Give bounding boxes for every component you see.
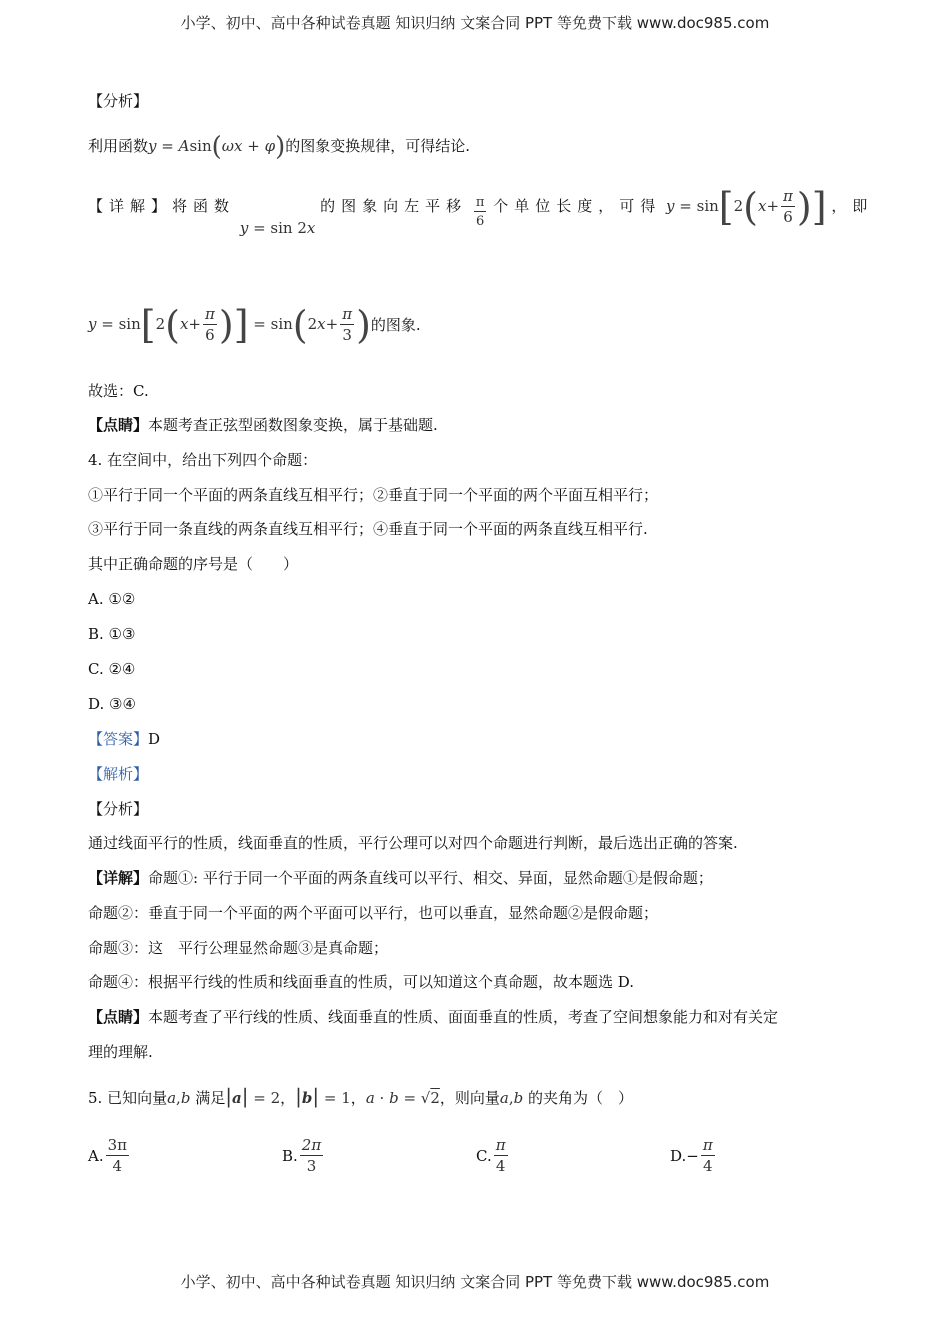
vectors-a-b: a bbox=[167, 1089, 177, 1107]
page-footer: 小学、初中、高中各种试卷真题 知识归纳 文案合同 PPT 等免费下载 www.doc985.com bbox=[180, 1273, 770, 1291]
q3-detail-e: 的图象. bbox=[370, 316, 421, 334]
q5-stem-a: 5. 已知向量 bbox=[88, 1089, 168, 1107]
fraction-pi-over-6: $\frac{\pi}{6}$ bbox=[475, 195, 485, 229]
norm-b-eq-1: |b| = 1 bbox=[295, 1084, 351, 1108]
q4-propositions-2: ③平行于同一条直线的两条直线互相平行；④垂直于同一个平面的两条直线互相平行. bbox=[88, 520, 648, 538]
q3-detail-line-2 bbox=[88, 303, 421, 354]
q4-detail-1: 命题①: 平行于同一个平面的两条直线可以平行、相交、异面，显然命题①是假命题； bbox=[148, 869, 713, 887]
q4-comment-tag: 【点睛】 bbox=[88, 1008, 149, 1026]
q3-detail-b: 的图象向左平移 bbox=[320, 197, 468, 215]
q4-comment-1: 本题考查了平行线的性质、线面垂直的性质、面面垂直的性质，考查了空间想象能力和对有关定 bbox=[148, 1008, 779, 1026]
q4-option-c: C. ②④ bbox=[88, 660, 136, 678]
q3-choose: 故选：C. bbox=[88, 382, 149, 400]
q3-analysis-pre: 利用函数 bbox=[88, 137, 149, 155]
q4-option-b: B. ①③ bbox=[88, 625, 136, 643]
q3-analysis-tag: 【分析】 bbox=[88, 92, 149, 110]
q5-stem-c: ， bbox=[280, 1089, 296, 1107]
q5-stem: 5. 已知向量a,b 满足|a| = 2，|b| = 1，a · b = √2，则向量a,b 的夹角为（ ） bbox=[88, 1084, 634, 1108]
formula-sin-2x: y = sin 2x bbox=[239, 219, 316, 237]
q4-analysis-tag: 【分析】 bbox=[88, 800, 149, 818]
q5-stem-b: 满足 bbox=[195, 1089, 226, 1107]
q4-comment-2: 理的理解. bbox=[88, 1043, 153, 1061]
q4-jiexi-tag: 【解析】 bbox=[88, 765, 149, 783]
q5-stem-d: ， bbox=[350, 1089, 366, 1107]
q4-stem: 4. 在空间中，给出下列四个命题： bbox=[88, 451, 318, 469]
formula-shifted-sine: y = sin[2(x+ $\frac{\pi}{6}$ )] bbox=[666, 185, 827, 229]
q5-option-a: A. $\frac{3\pi}{4}$ bbox=[88, 1136, 128, 1175]
q3-analysis-post: 的图象变换规律，可得结论. bbox=[285, 137, 471, 155]
q4-detail-2: 命题②：垂直于同一个平面的两个平面可以平行，也可以垂直，显然命题②是假命题； bbox=[88, 904, 659, 922]
q4-detail-3: 命题③：这 平行公理显然命题③是真命题； bbox=[88, 939, 389, 957]
page-header: 小学、初中、高中各种试卷真题 知识归纳 文案合同 PPT 等免费下载 www.doc985.com bbox=[180, 14, 770, 32]
q5-option-c: C. $\frac{\pi}{4}$ bbox=[476, 1136, 506, 1175]
formula-general-sine: y bbox=[148, 137, 157, 155]
norm-a-eq-2: |a| = 2 bbox=[225, 1084, 281, 1108]
q4-detail-tag: 【详解】 bbox=[88, 869, 149, 887]
q4-propositions-1: ①平行于同一个平面的两条直线互相平行；②垂直于同一个平面的两个平面互相平行； bbox=[88, 486, 659, 504]
q4-comment-line-1 bbox=[88, 1007, 778, 1027]
q4-answer: D bbox=[148, 730, 161, 748]
q3-comment-tag: 【点睛】 bbox=[88, 416, 149, 434]
q3-comment: 本题考查正弦型函数图象变换，属于基础题. bbox=[148, 416, 438, 434]
q4-analysis: 通过线面平行的性质，线面垂直的性质，平行公理可以对四个命题进行判断，最后选出正确的答案. bbox=[88, 834, 738, 852]
q4-detail-line-1 bbox=[88, 868, 713, 888]
formula-equivalence: y = sin[2(x+ $\frac{\pi}{6}$ )] = sin(2x+ $\frac{\pi}{3}$ ) bbox=[88, 303, 371, 347]
q5-stem-e: ，则向量 bbox=[439, 1089, 500, 1107]
q5-option-d: D.− $\frac{\pi}{4}$ bbox=[670, 1136, 713, 1175]
q4-question: 其中正确命题的序号是（ ） bbox=[88, 555, 299, 573]
q3-detail-tag: 【详解】 bbox=[88, 197, 173, 215]
q4-detail-4: 命题④：根据平行线的性质和线面垂直的性质，可以知道这个真命题，故本题选 D. bbox=[88, 973, 635, 991]
q3-detail-a: 将函数 bbox=[172, 197, 236, 215]
q4-answer-tag: 【答案】 bbox=[88, 730, 149, 748]
q3-analysis-line: 利用函数y = Asin(ωx + φ)的图象变换规律，可得结论. bbox=[88, 132, 471, 162]
q3-detail-c: 个单位长度，可得 bbox=[493, 197, 662, 215]
q3-detail-d: ，即 bbox=[831, 197, 874, 215]
q4-option-a: A. ①② bbox=[88, 590, 136, 608]
q5-stem-f: 的夹角为（ ） bbox=[528, 1089, 634, 1107]
dot-product-eq-sqrt2: a · b = √2 bbox=[365, 1089, 440, 1107]
q4-answer-line bbox=[88, 729, 160, 749]
q5-option-b: B. $\frac{2\pi}{3}$ bbox=[282, 1136, 322, 1175]
q3-detail-line-1 bbox=[88, 185, 874, 246]
q4-option-d: D. ③④ bbox=[88, 695, 136, 713]
q3-comment-line bbox=[88, 415, 438, 435]
